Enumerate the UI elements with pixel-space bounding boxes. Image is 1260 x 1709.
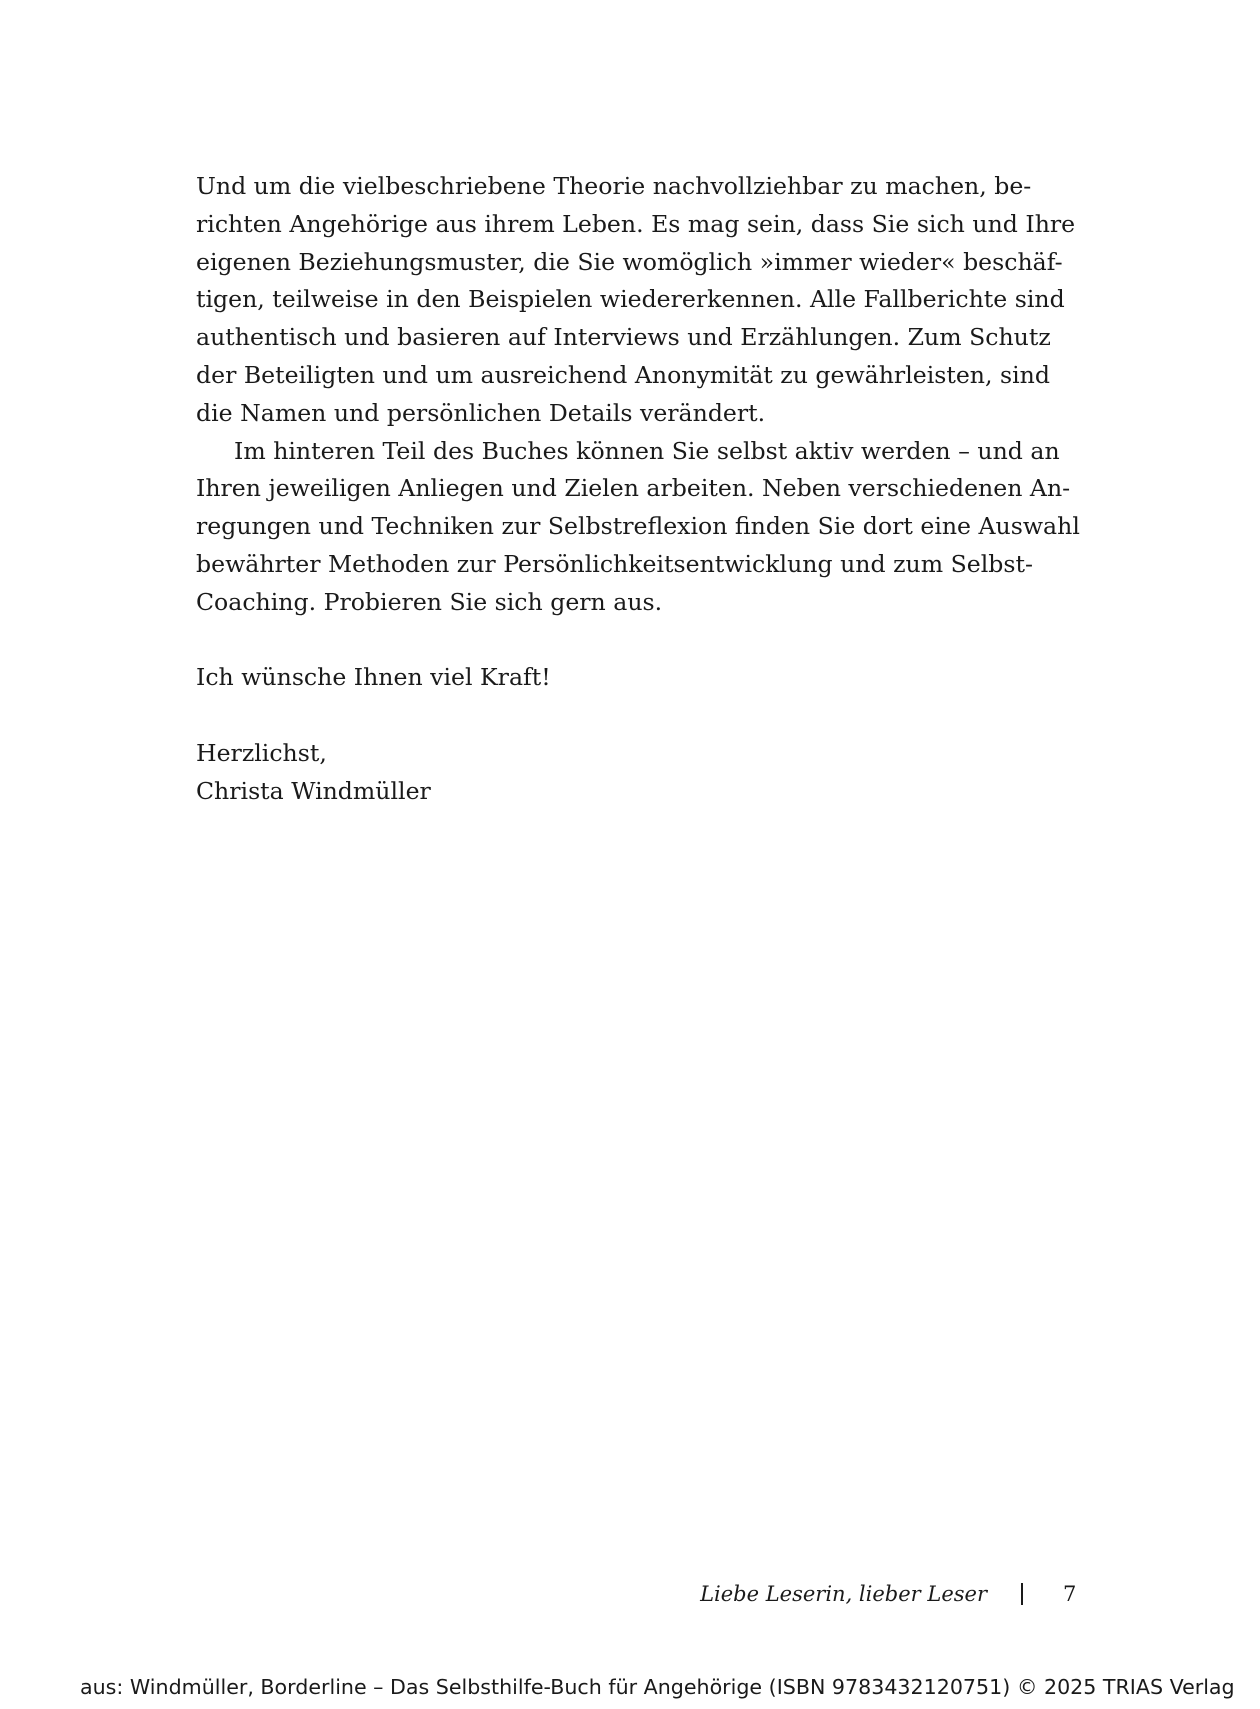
text-line: der Beteiligten und um ausreichend Anonymität zu gewährleisten, sind — [196, 360, 1050, 389]
text-line: die Namen und persönlichen Details verändert. — [196, 398, 766, 427]
text-line: Coaching. Probieren Sie sich gern aus. — [196, 587, 663, 616]
text-line: regungen und Techniken zur Selbstreflexion finden Sie dort eine Auswahl — [196, 512, 1080, 541]
paragraph-2 — [196, 433, 1080, 622]
text-line: bewährter Methoden zur Persönlichkeitsentwicklung und zum Selbst- — [196, 549, 1033, 578]
footer-divider — [1021, 1583, 1023, 1605]
wish-line: Ich wünsche Ihnen viel Kraft! — [196, 663, 551, 692]
text-line: eigenen Beziehungsmuster, die Sie womöglich »immer wieder« beschäf- — [196, 247, 1063, 276]
closing-line: Herzlichst, — [196, 738, 327, 767]
text-line: Ihren jeweiligen Anliegen und Zielen arbeiten. Neben verschiedenen An- — [196, 474, 1071, 503]
text-line: authentisch und basieren auf Interviews und Erzählungen. Zum Schutz — [196, 323, 1051, 352]
body-text — [196, 168, 1080, 811]
running-title: Liebe Leserin, lieber Leser — [700, 1582, 987, 1606]
page-number: 7 — [1063, 1582, 1077, 1606]
text-line: tigen, teilweise in den Beispielen wiedererkennen. Alle Fallberichte sind — [196, 285, 1065, 314]
paragraph-gap — [196, 622, 1022, 660]
paragraph-1 — [196, 168, 1076, 433]
signature: Christa Windmüller — [196, 776, 431, 805]
paragraph-gap — [196, 697, 1022, 735]
text-line: Und um die vielbeschriebene Theorie nachvollziehbar zu machen, be- — [196, 172, 1032, 200]
text-line: richten Angehörige aus ihrem Leben. Es mag sein, dass Sie sich und Ihre — [196, 209, 1076, 238]
source-citation: aus: Windmüller, Borderline – Das Selbsthilfe-Buch für Angehörige (ISBN 9783432120751) © 2025 TRIAS Verlag — [80, 1675, 1235, 1699]
text-line: Im hinteren Teil des Buches können Sie selbst aktiv werden – und an — [234, 436, 1060, 465]
running-footer — [600, 1577, 1080, 1611]
